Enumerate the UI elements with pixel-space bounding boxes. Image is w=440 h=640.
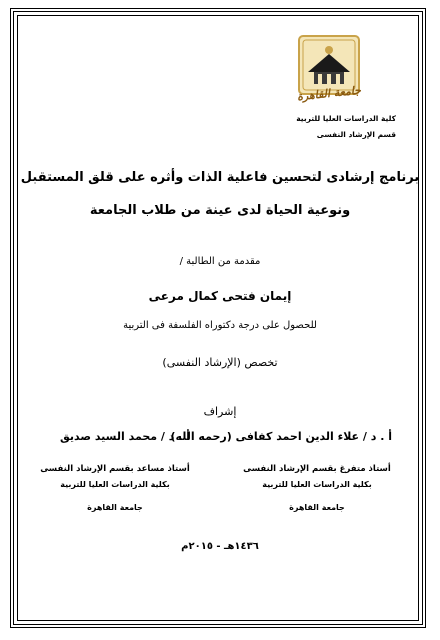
- thesis-title-line2: ونوعية الحياة لدى عينة من طلاب الجامعة: [89, 203, 351, 218]
- supervisor2-title: أستاذ مساعد بقسم الإرشاد النفسى: [40, 464, 190, 474]
- supervisor1-faculty: بكلية الدراسات العليا للتربية: [262, 480, 372, 489]
- supervision-heading: إشراف: [203, 405, 237, 418]
- supervisor2-university: جامعة القاهرة: [87, 503, 143, 512]
- presented-by-label: مقدمة من الطالبة /: [179, 256, 261, 267]
- faculty-name: كلية الدراسات العليا للتربية: [296, 114, 396, 123]
- supervisor1-university: جامعة القاهرة: [289, 503, 345, 512]
- degree-statement: للحصول على درجة دكتوراه الفلسفة فى التربية: [123, 320, 317, 331]
- specialty-label: تخصص (الإرشاد النفسى): [162, 356, 278, 369]
- thesis-title-line1: برنامج إرشادى لتحسين فاعلية الذات وأثره على قلق المستقبل: [20, 170, 420, 185]
- supervisor1-title: أستاذ متفرغ بقسم الإرشاد النفسى: [243, 464, 391, 474]
- supervisor1-name: أ . د / علاء الدين احمد كفافى (رحمه الله): [170, 430, 392, 443]
- department-name: قسم الإرشاد النفسى: [316, 130, 396, 139]
- supervisor2-name: أ . د / محمد السيد صديق: [59, 430, 190, 443]
- supervisor2-faculty: بكلية الدراسات العليا للتربية: [60, 480, 170, 489]
- university-logo-text: جامعة القاهرة: [296, 83, 362, 104]
- student-name: إيمان فتحى كمال مرعى: [148, 289, 292, 303]
- thesis-date: ١٤٣٦هـ - ٢٠١٥م: [181, 541, 259, 552]
